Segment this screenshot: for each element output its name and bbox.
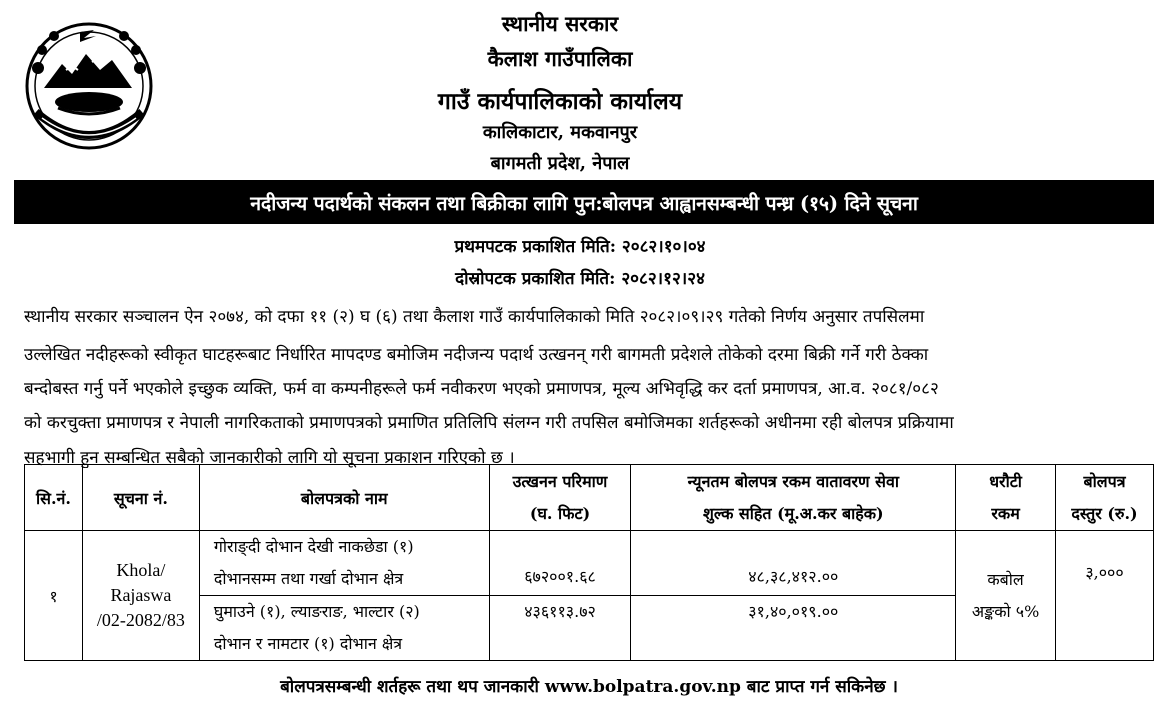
cell-fee: ३,००० — [1056, 531, 1154, 661]
bid-name-line1: गोराङ्दी दोभान देखी नाकछेडा (१) — [213, 537, 414, 556]
header-government-label: स्थानीय सरकार — [501, 11, 619, 36]
cell-notice-no — [82, 531, 199, 661]
header-bid-name: बोलपत्रको नाम — [199, 465, 489, 531]
header-deposit-line2: रकम — [991, 503, 1020, 523]
body-line: को करचुक्ता प्रमाणपत्र र नेपाली नागरिकताको प्रमाणपत्रको प्रमाणित प्रतिलिपि संलग्न गरी तपसिल बमोजिमका शर्तहरूको अधीनमा रही बोलपत्र प्रक्रियामा — [24, 413, 954, 433]
cell-quantity: ४३६११३.७२ — [489, 596, 631, 661]
cell-bid-name — [199, 596, 489, 661]
cell-bid-name — [199, 531, 489, 596]
header-fee-line2: दस्तुर (रु.) — [1071, 503, 1138, 523]
header-deposit — [956, 465, 1056, 531]
header-min-amount-line1: न्यूनतम बोलपत्र रकम वातावरण सेवा — [687, 471, 900, 491]
notice-no-line1: Khola/ — [116, 560, 166, 580]
footer-note: बोलपत्रसम्बन्धी शर्तहरू तथा थप जानकारी www.bolpatra.gov.np बाट प्राप्त गर्न सकिनेछ । — [280, 677, 898, 697]
notice-no-line2: Rajaswa — [110, 585, 172, 605]
header-fee-line1: बोलपत्र — [1083, 471, 1126, 491]
body-line: स्थानीय सरकार सञ्चालन ऐन २०७४, को दफा ११ (२) घ (६) तथा कैलाश गाउँ कार्यपालिकाको मिति २०८२।०९।२९ गतेको निर्णय अनुसार तपसिलमा — [24, 307, 925, 327]
bid-name-line2: दोभानसम्म तथा गर्खा दोभान क्षेत्र — [213, 569, 404, 588]
cell-deposit — [956, 531, 1056, 661]
body-line: सहभागी हुन सम्बन्धित सबैको जानकारीको लागि यो सूचना प्रकाशन गरिएको छ । — [24, 448, 515, 468]
header-province: बागमती प्रदेश, नेपाल — [490, 153, 630, 174]
nepal-government-emblem-icon — [14, 8, 164, 158]
header-address: कालिकाटार, मकवानपुर — [482, 122, 638, 143]
header-fee — [1056, 465, 1154, 531]
header-quantity — [489, 465, 631, 531]
second-publication-date: दोस्रोपटक प्रकाशित मिति: २०८२।१२।२४ — [455, 269, 705, 289]
header-office-name: गाउँ कार्यपालिकाको कार्यालय — [437, 88, 683, 115]
body-line: बन्दोबस्त गर्नु पर्ने भएकोले इच्छुक व्यक्ति, फर्म वा कम्पनीहरूले फर्म नवीकरण भएको प्रमाणपत्र, मूल्य अभिवृद्धि कर दर्ता प्रमाणपत्र, आ.व. २०८१/०८२ — [24, 379, 939, 399]
body-line: उल्लेखित नदीहरूको स्वीकृत घाटहरूबाट निर्धारित मापदण्ड बमोजिम नदीजन्य पदार्थ उत्खनन् गरी बागमती प्रदेशले तोकेको दरमा बिक्री गर्ने गरी ठेक्का — [24, 345, 929, 365]
header-sn: सि.नं. — [25, 465, 83, 531]
header-quantity-line1: उत्खनन परिमाण — [512, 471, 608, 491]
header-min-amount — [631, 465, 956, 531]
cell-sn: १ — [25, 531, 83, 661]
deposit-line2: अङ्कको ५% — [971, 601, 1040, 621]
table-header-row — [25, 465, 1154, 531]
header-notice-no: सूचना नं. — [82, 465, 199, 531]
cell-quantity: ६७२००१.६८ — [489, 531, 631, 596]
cell-min-amount: ३१,४०,०१९.०० — [631, 596, 956, 661]
bid-name-line1: घुमाउने (१), ल्याङराङ, भाल्टार (२) — [213, 602, 420, 621]
first-publication-date: प्रथमपटक प्रकाशित मिति: २०८२।१०।०४ — [454, 237, 706, 257]
deposit-line1: कबोल — [987, 569, 1024, 589]
table-row — [25, 531, 1154, 596]
header-municipality-name: कैलाश गाउँपालिका — [487, 46, 633, 71]
header-deposit-line1: धरौटी — [989, 471, 1022, 491]
bid-name-line2: दोभान र नामटार (१) दोभान क्षेत्र — [213, 634, 403, 653]
header-quantity-line2: (घ. फिट) — [529, 503, 591, 523]
header-min-amount-line2: शुल्क सहित (मू.अ.कर बाहेक) — [702, 503, 884, 523]
notice-title: नदीजन्य पदार्थको संकलन तथा बिक्रीका लागि पुन:बोलपत्र आह्वानसम्बन्धी पन्ध्र (१५) दिने सूचना — [250, 192, 918, 215]
notice-no-line3: /02-2082/83 — [96, 610, 185, 630]
tender-table — [24, 464, 1154, 661]
cell-min-amount: ४८,३८,४१२.०० — [631, 531, 956, 596]
